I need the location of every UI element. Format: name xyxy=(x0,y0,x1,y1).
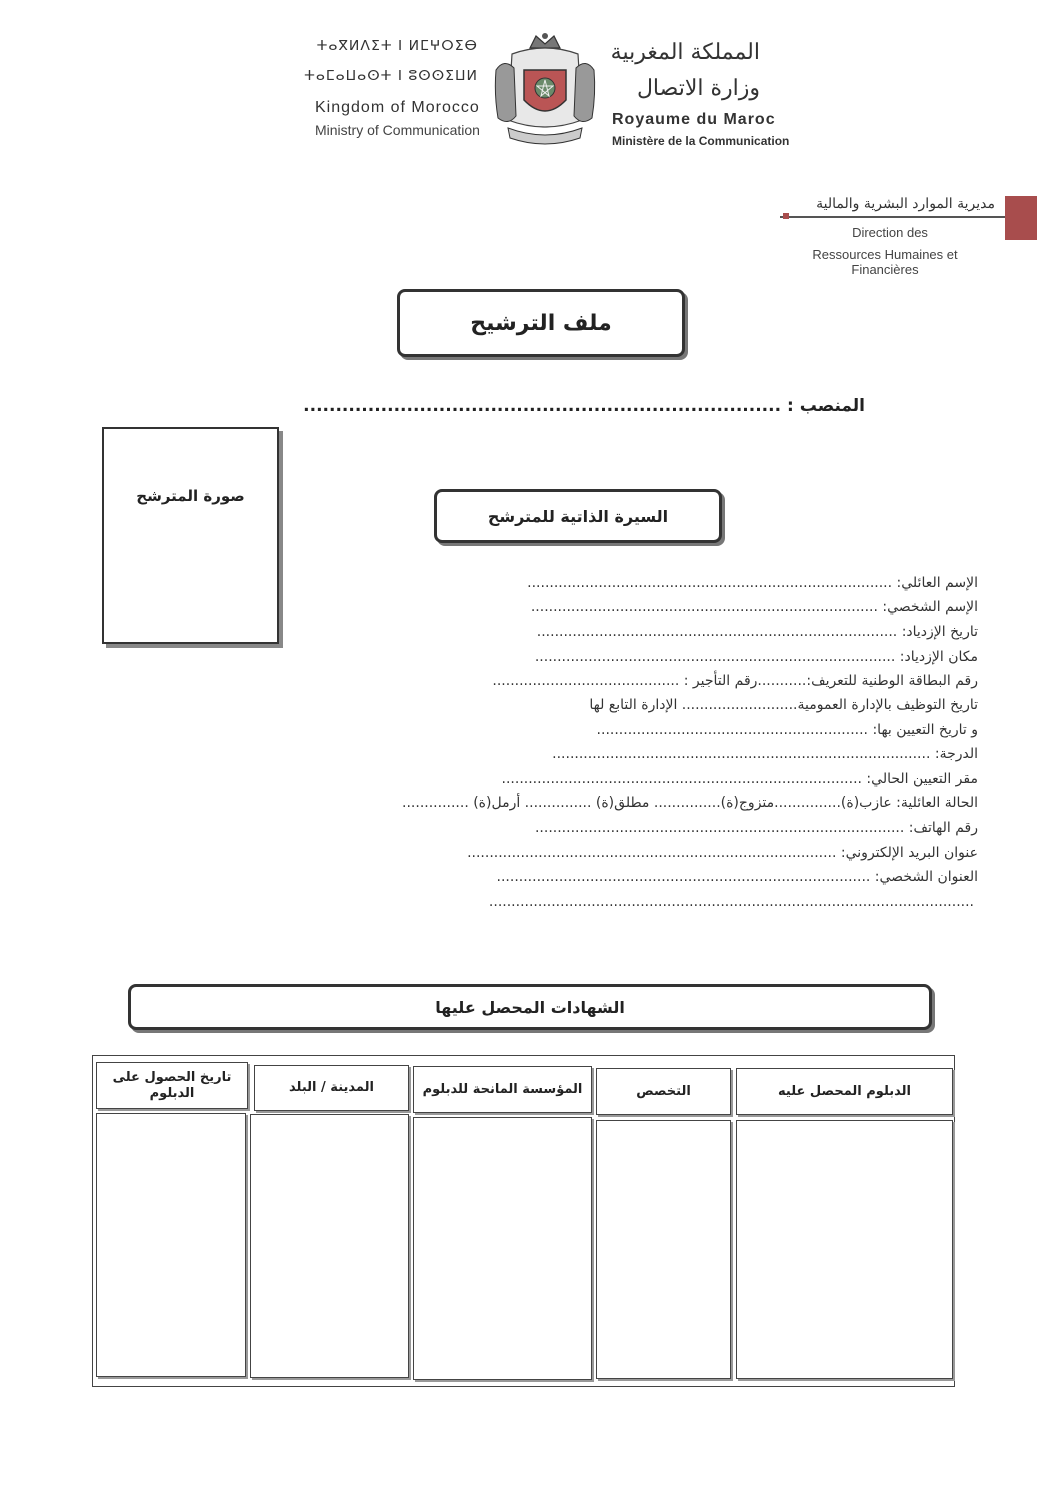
table-header-institution: المؤسسة المانحة للدبلوم xyxy=(413,1066,592,1113)
table-header-date-obtained: تاريخ الحصول على الدبلوم xyxy=(96,1062,248,1109)
field-first-name: الإسم الشخصي: .............................................................................. xyxy=(530,599,978,615)
field-email: عنوان البريد الإلكتروني: ................................................................................... xyxy=(467,845,978,861)
kingdom-en: Kingdom of Morocco xyxy=(315,99,480,116)
photo-label: صورة المترشح xyxy=(136,487,245,505)
position-label: المنصب : xyxy=(786,396,865,416)
candidate-photo-box xyxy=(102,427,279,644)
field-current-post: مقر التعيين الحالي: ................................................................................. xyxy=(501,771,978,787)
tifinagh-line-2: ⵜⴰⵎⴰⵡⴰⵙⵜ ⵏ ⵓⵙⵙⵉⵡⵍ xyxy=(304,68,478,84)
table-cell-city-country xyxy=(250,1114,409,1378)
kingdom-fr: Royaume du Maroc xyxy=(612,111,776,128)
coat-of-arms-icon xyxy=(490,30,600,148)
kingdom-ar: المملكة المغربية xyxy=(610,40,760,65)
position-dots: .......................................................................... xyxy=(303,396,782,416)
tifinagh-line-1: ⵜⴰⴳⵍⴷⵉⵜ ⵏ ⵍⵎⵖⵔⵉⴱ xyxy=(316,38,478,54)
table-cell-diploma xyxy=(736,1120,953,1379)
file-title: ملف الترشيح xyxy=(470,310,612,336)
direction-fr-line-1: Direction des xyxy=(852,225,928,240)
field-phone: رقم الهاتف: ................................................................................... xyxy=(534,820,978,836)
field-address: العنوان الشخصي: .................................................................................... xyxy=(496,869,978,885)
ministry-en: Ministry of Communication xyxy=(315,122,480,138)
direction-color-block xyxy=(1005,196,1037,240)
field-hiring-date-admin: تاريخ التوظيف بالإدارة العمومية.......................... الإدارة التابع لها xyxy=(589,697,978,713)
certificates-title: الشهادات المحصل عليها xyxy=(435,997,625,1017)
field-marital-status: الحالة العائلية: عازب(ة)...............متزوج(ة)............... مطلق(ة) ............... أرمل(ة) ............... xyxy=(402,795,978,811)
table-cell-specialty xyxy=(596,1120,731,1379)
field-birth-date: تاريخ الإزدياد: ................................................................................. xyxy=(536,624,978,640)
table-cell-date-obtained xyxy=(96,1113,246,1377)
field-family-name: الإسم العائلي: .................................................................................. xyxy=(527,575,978,591)
direction-bullet xyxy=(783,213,789,219)
position-line xyxy=(303,396,865,416)
certificates-title-box xyxy=(128,984,932,1030)
direction-fr-line-2: Ressources Humaines et Financières xyxy=(812,247,958,277)
field-cin-salary: رقم البطاقة الوطنية للتعريف:...........رقم التأجير : .......................................... xyxy=(492,673,978,689)
table-header-city-country: المدينة / البلد xyxy=(254,1065,409,1111)
direction-ar: مديرية الموارد البشرية والمالية xyxy=(816,196,995,212)
field-address-continued: ............................................................................................................. xyxy=(488,894,974,910)
cv-title: السيرة الذاتية للمترشح xyxy=(487,506,669,526)
field-grade: الدرجة: ..................................................................................... xyxy=(552,746,978,762)
table-cell-institution xyxy=(413,1117,592,1380)
table-header-specialty: التخصص xyxy=(596,1068,731,1115)
file-title-box xyxy=(397,289,685,357)
ministry-ar: وزارة الاتصال xyxy=(636,76,760,101)
direction-divider xyxy=(780,216,1005,218)
field-birth-place: مكان الإزدياد: ................................................................................. xyxy=(534,649,978,665)
table-header-diploma: الدبلوم المحصل عليه xyxy=(736,1068,953,1115)
cv-title-box xyxy=(434,489,722,543)
field-appointment-date: و تاريخ التعيين بها: ............................................................. xyxy=(596,722,978,738)
ministry-fr: Ministère de la Communication xyxy=(612,134,790,148)
